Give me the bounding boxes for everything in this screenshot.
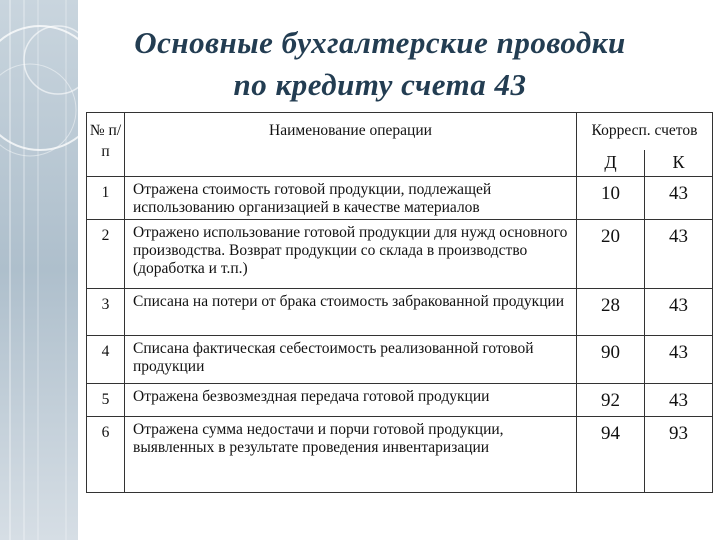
- table-row: [87, 384, 713, 417]
- row-debit: 10: [577, 177, 645, 220]
- header-debit: Д: [577, 150, 645, 177]
- table-row: [87, 220, 713, 289]
- row-credit: 43: [645, 289, 713, 336]
- row-debit: 94: [577, 417, 645, 493]
- title-line-2: по кредиту счета 43: [233, 67, 527, 102]
- row-operation: Отражена сумма недостачи и порчи готовой продукции, выявленных в результате проведения инвентаризации: [125, 417, 577, 493]
- row-num: 5: [87, 384, 125, 417]
- row-credit: 43: [645, 220, 713, 289]
- row-operation: Списана на потери от брака стоимость забракованной продукции: [125, 289, 577, 336]
- row-num: 6: [87, 417, 125, 493]
- row-debit: 28: [577, 289, 645, 336]
- row-debit: 20: [577, 220, 645, 289]
- row-credit: 43: [645, 336, 713, 384]
- header-row: [87, 113, 713, 151]
- row-operation: Отражено использование готовой продукции для нужд основного производства. Возврат продукции со склада в производство (доработка и т.п.): [125, 220, 577, 289]
- row-num: 3: [87, 289, 125, 336]
- header-operation: Наименование операции: [125, 113, 577, 177]
- row-debit: 92: [577, 384, 645, 417]
- row-credit: 93: [645, 417, 713, 493]
- row-num: 4: [87, 336, 125, 384]
- postings-table: [86, 112, 713, 493]
- row-operation: Отражена безвозмездная передача готовой продукции: [125, 384, 577, 417]
- header-credit: К: [645, 150, 713, 177]
- title-line-1: Основные бухгалтерские проводки: [134, 25, 626, 60]
- header-num: № п/п: [87, 113, 125, 177]
- table-row: [87, 177, 713, 220]
- row-num: 1: [87, 177, 125, 220]
- row-debit: 90: [577, 336, 645, 384]
- row-operation: Отражена стоимость готовой продукции, подлежащей использованию организацией в качестве материалов: [125, 177, 577, 220]
- page-title: [60, 22, 700, 106]
- table-row: [87, 336, 713, 384]
- row-credit: 43: [645, 384, 713, 417]
- row-credit: 43: [645, 177, 713, 220]
- row-num: 2: [87, 220, 125, 289]
- table-row: [87, 289, 713, 336]
- table-row: [87, 417, 713, 493]
- row-operation: Списана фактическая себестоимость реализованной готовой продукции: [125, 336, 577, 384]
- header-corr: Корресп. счетов: [577, 113, 713, 151]
